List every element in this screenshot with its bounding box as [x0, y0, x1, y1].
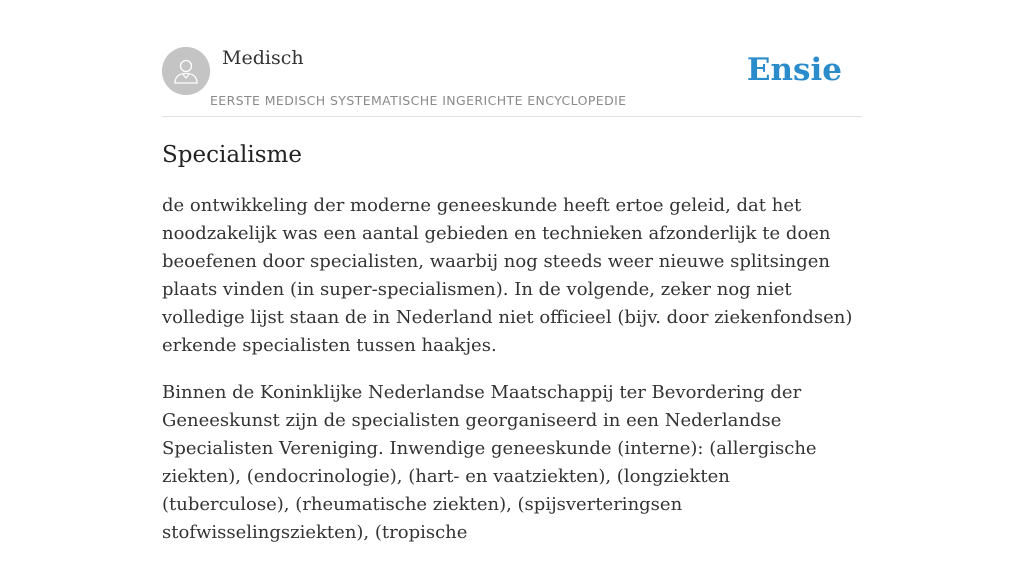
- article-title: Specialisme: [162, 142, 302, 168]
- header: [162, 0, 862, 117]
- ensie-logo-link[interactable]: Ensie: [746, 52, 842, 88]
- article-paragraph-2: Binnen de Koninklijke Nederlandse Maatschappij ter Bevordering der Geneeskunst zijn de specialisten georganiseerd in een Nederlandse Specialisten Vereniging. Inwendige geneeskunde (interne): (allergische ziekten), (endocrinologie), (hart- en vaatziekten), (longziekten (tuberculose), (rheumatische ziekten), (spijsverteringsen stofwisselingsziekten), (tropische: [162, 382, 817, 543]
- source-subtitle: EERSTE MEDISCH SYSTEMATISCHE INGERICHTE ENCYCLOPEDIE: [210, 93, 627, 108]
- article-body: [162, 192, 862, 566]
- article-paragraph-1: de ontwikkeling der moderne geneeskunde heeft ertoe geleid, dat het noodzakelijk was een aantal gebieden en technieken afzonderlijk te doen beoefenen door specialisten, waarbij nog steeds weer nieuwe splitsingen plaats vinden (in super-specialismen). In de volgende, zeker nog niet volledige lijst staan de in Nederland niet officieel (bijv. door ziekenfondsen) erkende specialisten tussen haakjes.: [162, 195, 853, 356]
- user-avatar-icon[interactable]: [162, 47, 210, 95]
- source-name-link[interactable]: Medisch: [222, 47, 304, 69]
